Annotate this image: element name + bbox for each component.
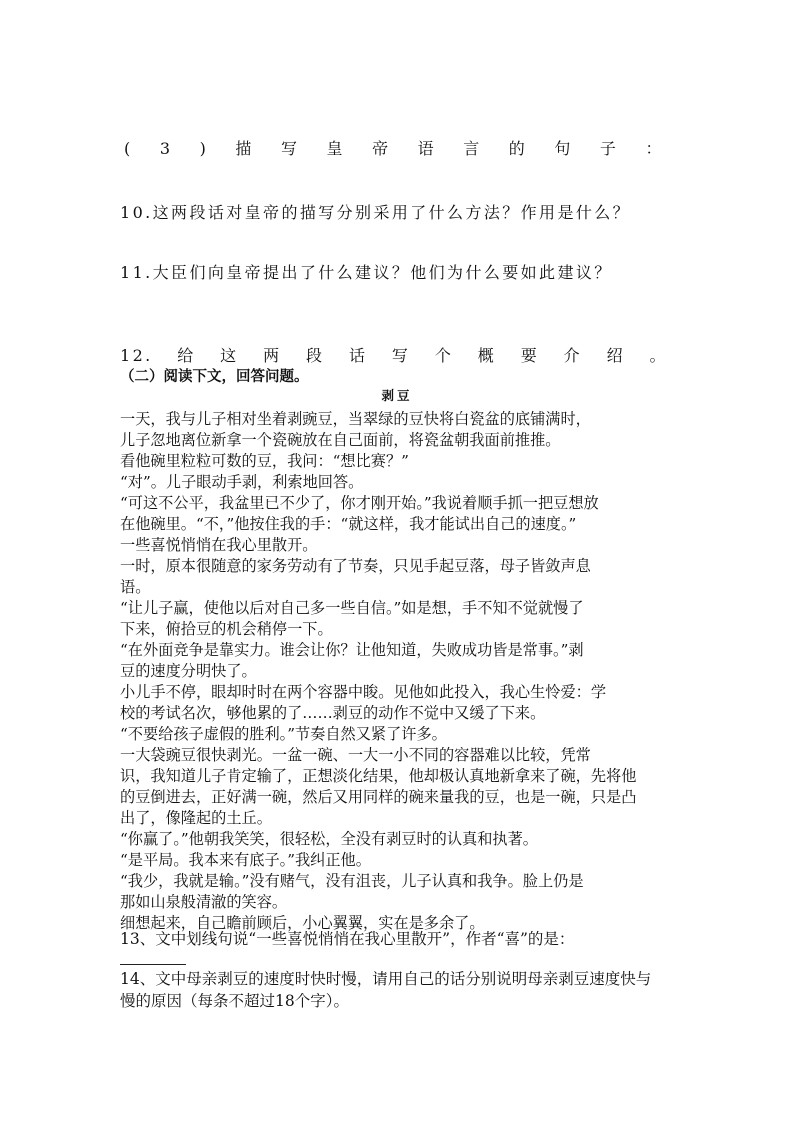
question-11: 11.大臣们向皇帝提出了什么建议？他们为什么要如此建议？: [120, 263, 613, 282]
q3-char: 皇: [326, 139, 345, 158]
question-14-line: 14、文中母亲剥豆的速度时快时慢，请用自己的话分别说明母亲剥豆速度快与: [120, 970, 652, 988]
passage-line: 看他碗里粒粒可数的豆，我问：“想比赛？”: [120, 452, 409, 470]
question-14-line: 慢的原因（每条不超过18个字）。: [120, 992, 349, 1010]
passage-line: “可这不公平，我盆里已不少了，你才刚开始。”我说着顺手抓一把豆想放: [120, 494, 599, 512]
passage-line: 豆的速度分明快了。: [120, 662, 257, 680]
q12-char: 话: [348, 346, 368, 365]
passage-line: “是平局。我本来有底子。”我纠正他。: [120, 851, 371, 869]
q3-char: 语: [417, 139, 437, 158]
q3-char: 句: [554, 139, 573, 158]
q3-char: 3: [159, 139, 173, 158]
q3-char: (: [124, 139, 133, 158]
question-12-line: [120, 345, 668, 367]
passage-line: “对”。儿子眼动手剥，利索地回答。: [120, 473, 364, 491]
q12-char: 给: [177, 346, 196, 365]
q12-char: 个: [434, 346, 454, 365]
passage-line: 的豆倒进去，正好满一碗，然后又用同样的碗来量我的豆，也是一碗，只是凸: [120, 788, 637, 806]
passage-line: “我少，我就是输。”没有赌气，没有沮丧，儿子认真和我争。脸上仍是: [120, 872, 584, 890]
passage-line: “让儿子赢，使他以后对自己多一些自信。”如是想，手不知不觉就慢了: [120, 599, 584, 617]
q12-char: 概: [477, 346, 497, 365]
q12-char: 介: [563, 346, 583, 365]
q3-char: 描: [235, 139, 254, 158]
q12-char: 两: [263, 346, 282, 365]
q12-char: 段: [306, 346, 325, 365]
passage-line: 出了，像隆起的土丘。: [120, 809, 272, 827]
passage-line: 儿子忽地离位新拿一个瓷碗放在自己面前，将瓷盆朝我面前推推。: [120, 431, 561, 449]
q12-char: 绍: [606, 346, 625, 365]
q12-char: 。: [649, 346, 668, 365]
passage-line: 语。: [120, 578, 151, 596]
passage-line: 识，我知道儿子肯定输了，正想淡化结果，他却极认真地新拿来了碗，先将他: [120, 767, 637, 785]
passage-line-underlined: 一些喜悦悄悄在我心里散开。: [120, 536, 318, 554]
passage-line: 细想起来，自己瞻前顾后，小心翼翼，实在是多余了。: [120, 914, 485, 932]
q3-char: ): [199, 139, 209, 158]
passage-line: 校的考试名次，够他累的了……剥豆的动作不觉中又缓了下来。: [120, 704, 546, 722]
q3-char: 子: [599, 139, 619, 158]
passage-line: 下来，俯拾豆的机会稍停一下。: [120, 620, 333, 638]
answer-blank-line: [120, 964, 186, 965]
q12-char: 12.: [120, 346, 153, 365]
q12-char: 要: [520, 346, 540, 365]
q3-char: 写: [280, 139, 300, 158]
passage-line: 小儿手不停，眼却时时在两个容器中睃。见他如此投入，我心生怜爱：学: [120, 683, 606, 701]
passage-line: “不要给孩子虚假的胜利。”节奏自然又紧了许多。: [120, 725, 447, 743]
section-heading: （二）阅读下文，回答问题。: [120, 368, 309, 385]
passage-line: 一时，原本很随意的家务劳动有了节奏，只见手起豆落，母子皆敛声息: [120, 557, 591, 575]
passage-title: 剥豆: [381, 388, 413, 403]
passage-line: 那如山泉般清澈的笑容。: [120, 893, 288, 911]
passage-line: 一天，我与儿子相对坐着剥豌豆，当翠绿的豆快将白瓷盆的底铺满时，: [120, 410, 591, 428]
passage-line: 一大袋豌豆很快剥光。一盆一碗、一大一小不同的容器难以比较，凭常: [120, 746, 591, 764]
question-3-line: [124, 138, 664, 160]
q12-char: 这: [220, 346, 239, 365]
q3-char: 言: [463, 139, 482, 158]
question-13: 13、文中划线句说“一些喜悦悄悄在我心里散开”，作者“喜”的是：: [120, 930, 575, 948]
q3-char: 的: [508, 139, 528, 158]
question-10: 10.这两段话对皇帝的描写分别采用了什么方法？作用是什么？: [120, 203, 632, 222]
q3-char: 帝: [372, 139, 391, 158]
passage-line: “你赢了。”他朝我笑笑，很轻松，全没有剥豆时的认真和执著。: [120, 830, 538, 848]
q12-char: 写: [391, 346, 411, 365]
passage-line: 在他碗里。“不，”他按住我的手：“就这样，我才能试出自己的速度。”: [120, 515, 577, 533]
passage-line: “在外面竞争是靠实力。谁会让你？让他知道，失败成功皆是常事。”剥: [120, 641, 584, 659]
q3-char: ：: [645, 139, 664, 158]
